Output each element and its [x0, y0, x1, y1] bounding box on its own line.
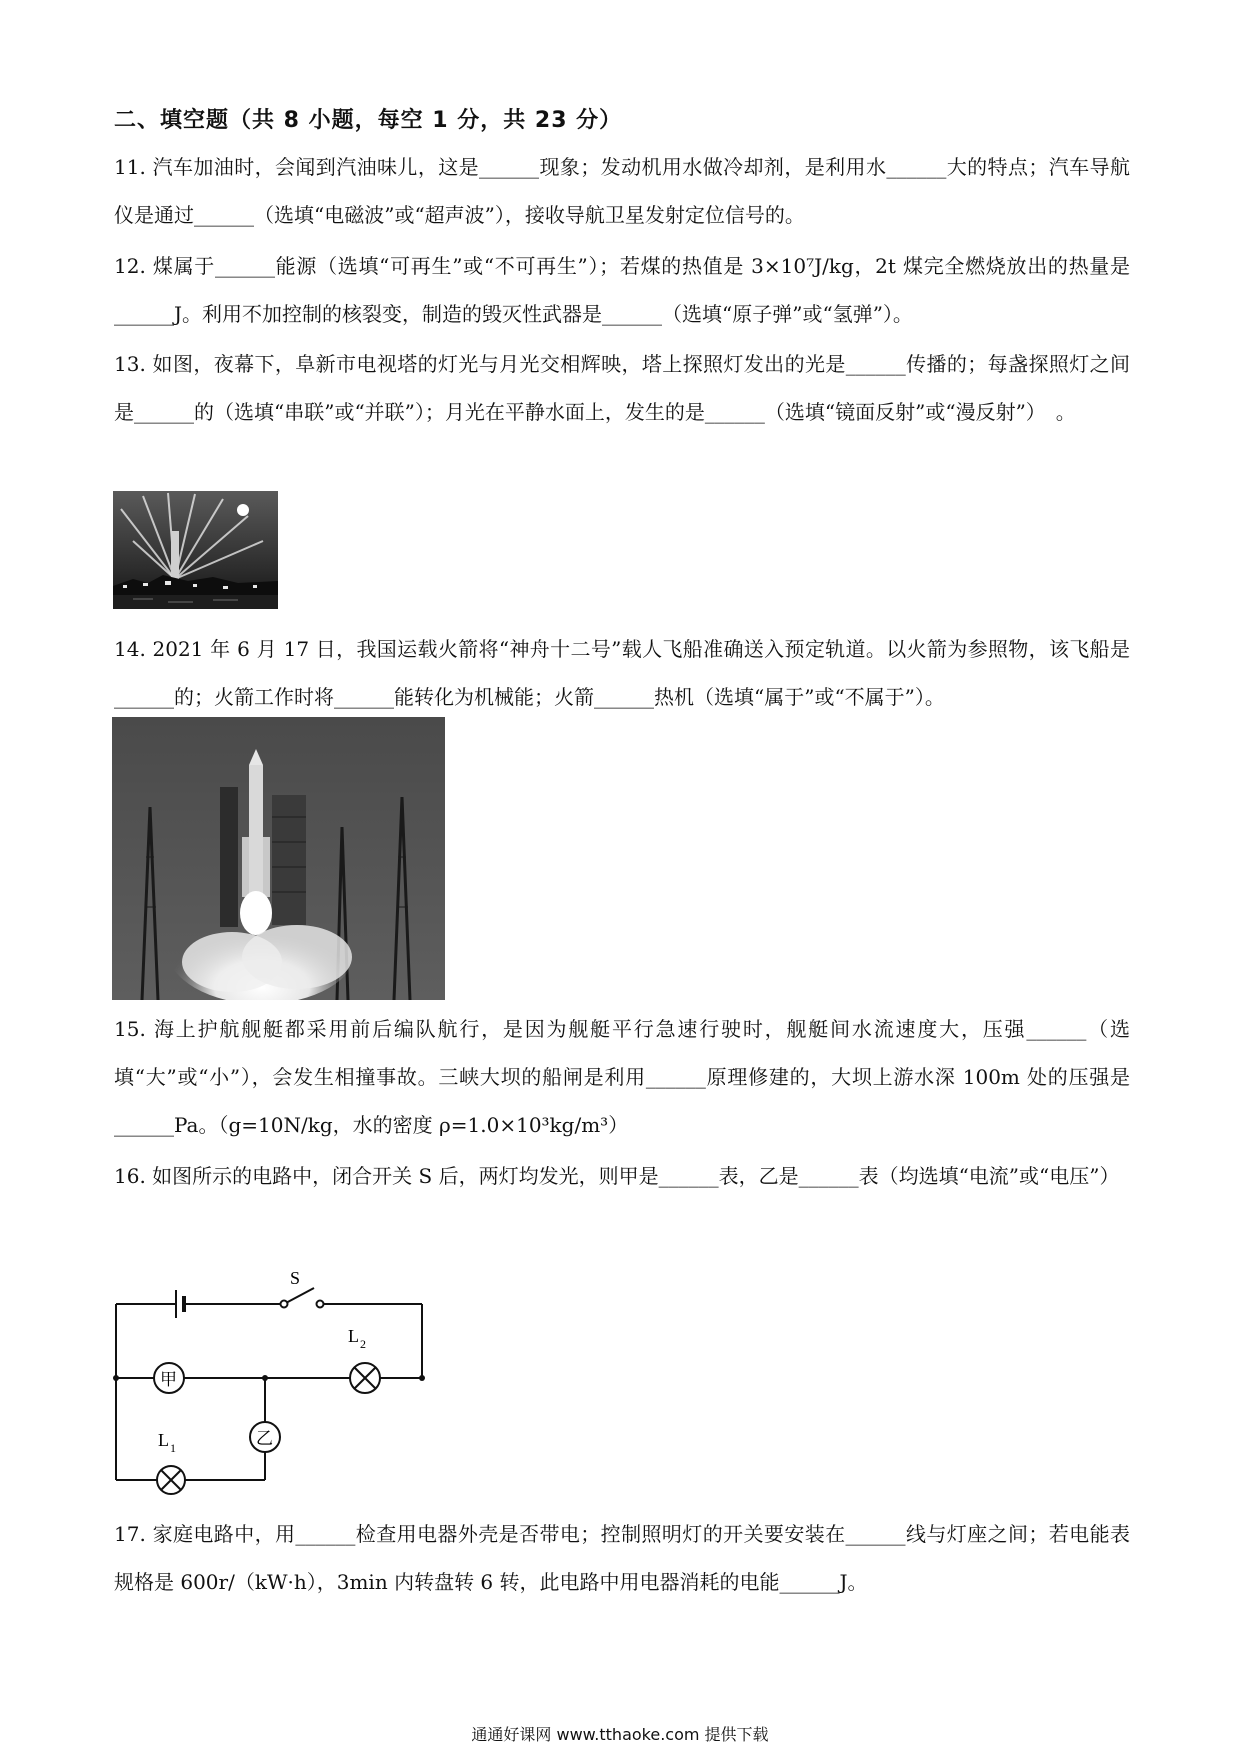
lamp2-label: L	[348, 1326, 359, 1346]
question-11	[114, 143, 1130, 239]
lamp1-label: L	[158, 1430, 169, 1450]
question-17	[114, 1510, 1130, 1606]
question-16	[114, 1152, 1130, 1200]
meter-jia-label: 甲	[160, 1370, 177, 1389]
section-title: 二、填空题（共 8 小题，每空 1 分，共 23 分）	[114, 108, 623, 133]
meter-yi-label: 乙	[256, 1429, 273, 1448]
question-13	[114, 340, 1130, 436]
footer-watermark: 通通好课网 www.tthaoke.com 提供下载	[471, 1725, 769, 1744]
tv-tower-searchlight-photo	[113, 491, 278, 609]
switch-label: S	[290, 1270, 301, 1288]
question-15	[114, 1005, 1130, 1149]
question-13-text: 13. 如图，夜幕下，阜新市电视塔的灯光与月光交相辉映，塔上探照灯发出的光是______传播的；每盏探照灯之间是______的（选填“串联”或“并联”）；月光在平静水面上，发生的是______（选填“镜面反射”或“漫反射”） 。	[114, 352, 1130, 424]
question-17-text: 17. 家庭电路中，用______检查用电器外壳是否带电；控制照明灯的开关要安装在______线与灯座之间；若电能表规格是 600r/（kW·h），3min 内转盘转 6 转，此电路中用电器消耗的电能______J。	[114, 1522, 1130, 1594]
question-12	[114, 242, 1130, 338]
question-14-text: 14. 2021 年 6 月 17 日，我国运载火箭将“神舟十二号”载人飞船准确送入预定轨道。以火箭为参照物，该飞船是______的；火箭工作时将______能转化为机械能；火箭______热机（选填“属于”或“不属于”）。	[114, 637, 1130, 709]
question-14	[114, 625, 1130, 721]
question-12-text: 12. 煤属于______能源（选填“可再生”或“不可再生”）；若煤的热值是 3×10⁷J/kg，2t 煤完全燃烧放出的热量是______J。利用不加控制的核裂变，制造的毁灭性武器是______（选填“原子弹”或“氢弹”）。	[114, 254, 1130, 326]
question-11-text: 11. 汽车加油时，会闻到汽油味儿，这是______现象；发动机用水做冷却剂，是利用水______大的特点；汽车导航仪是通过______（选填“电磁波”或“超声波”），接收导航卫星发射定位信号的。	[114, 155, 1130, 227]
circuit-diagram	[104, 1270, 434, 1500]
rocket-launch-photo	[112, 717, 445, 1000]
lamp1-subscript: 1	[170, 1441, 176, 1455]
question-16-text: 16. 如图所示的电路中，闭合开关 S 后，两灯均发光，则甲是______表，乙是______表（均选填“电流”或“电压”）	[114, 1164, 1120, 1188]
question-15-text: 15. 海上护航舰艇都采用前后编队航行，是因为舰艇平行急速行驶时，舰艇间水流速度大，压强______（选填“大”或“小”），会发生相撞事故。三峡大坝的船闸是利用______原理修建的，大坝上游水深 100m 处的压强是______Pa。（g=10N/kg，水的密度 ρ=1.0×10³kg/m³）	[114, 1017, 1130, 1137]
lamp2-subscript: 2	[360, 1337, 366, 1351]
